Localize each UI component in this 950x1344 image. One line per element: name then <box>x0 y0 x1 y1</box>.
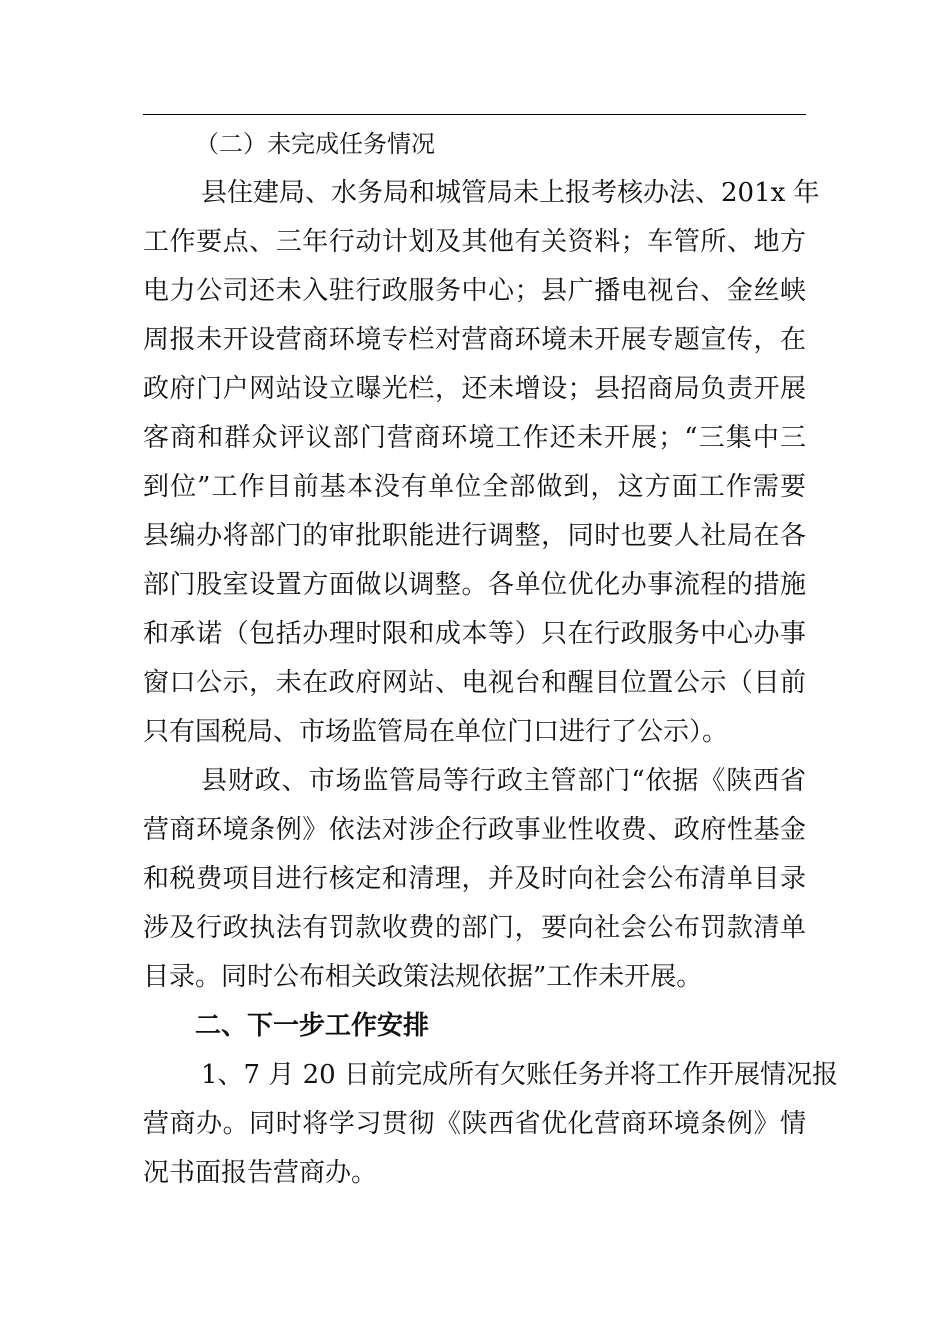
paragraph-line: 营商环境条例》依法对涉企行政事业性收费、政府性基金 <box>143 815 806 845</box>
paragraph-line: 1、7 月 20 日前完成所有欠账任务并将工作开展情况报 <box>201 1060 838 1090</box>
section-heading: （二）未完成任务情况 <box>195 130 435 158</box>
paragraph-line: 电力公司还未入驻行政服务中心；县广播电视台、金丝峡 <box>143 276 806 306</box>
paragraph-line: 营商办。同时将学习贯彻《陕西省优化营商环境条例》情 <box>143 1109 806 1139</box>
paragraph-2 <box>143 757 806 1002</box>
paragraph-1 <box>143 169 820 757</box>
paragraph-line: 窗口公示，未在政府网站、电视台和醒目位置公示（目前 <box>143 668 806 698</box>
paragraph-3 <box>143 1051 838 1198</box>
paragraph-line: 县住建局、水务局和城管局未上报考核办法、201x 年 <box>201 178 820 208</box>
paragraph-line: 客商和群众评议部门营商环境工作还未开展；“三集中三 <box>143 423 806 453</box>
paragraph-line: 只有国税局、市场监管局在单位门口进行了公示）。 <box>143 717 729 747</box>
paragraph-line: 和承诺（包括办理时限和成本等）只在行政服务中心办事 <box>143 619 806 649</box>
paragraph-line: 和税费项目进行核定和清理，并及时向社会公布清单目录 <box>143 864 806 894</box>
paragraph-line: 到位”工作目前基本没有单位全部做到，这方面工作需要 <box>143 472 806 502</box>
paragraph-line: 况书面报告营商办。 <box>143 1158 378 1188</box>
paragraph-line: 部门股室设置方面做以调整。各单位优化办事流程的措施 <box>143 570 806 600</box>
paragraph-line: 工作要点、三年行动计划及其他有关资料；车管所、地方 <box>143 227 806 257</box>
paragraph-line: 涉及行政执法有罚款收费的部门，要向社会公布罚款清单 <box>143 913 806 943</box>
paragraph-line: 政府门户网站设立曝光栏，还未增设；县招商局负责开展 <box>143 374 806 404</box>
paragraph-line: 目录。同时公布相关政策法规依据”工作未开展。 <box>143 962 703 992</box>
paragraph-line: 县编办将部门的审批职能进行调整，同时也要人社局在各 <box>143 521 806 551</box>
document-body <box>143 120 838 1198</box>
paragraph-line: 周报未开设营商环境专栏对营商环境未开展专题宣传，在 <box>143 325 806 355</box>
main-heading: 二、下一步工作安排 <box>195 1011 430 1041</box>
header-rule <box>143 114 806 115</box>
paragraph-line: 县财政、市场监管局等行政主管部门“依据《陕西省 <box>201 766 806 796</box>
